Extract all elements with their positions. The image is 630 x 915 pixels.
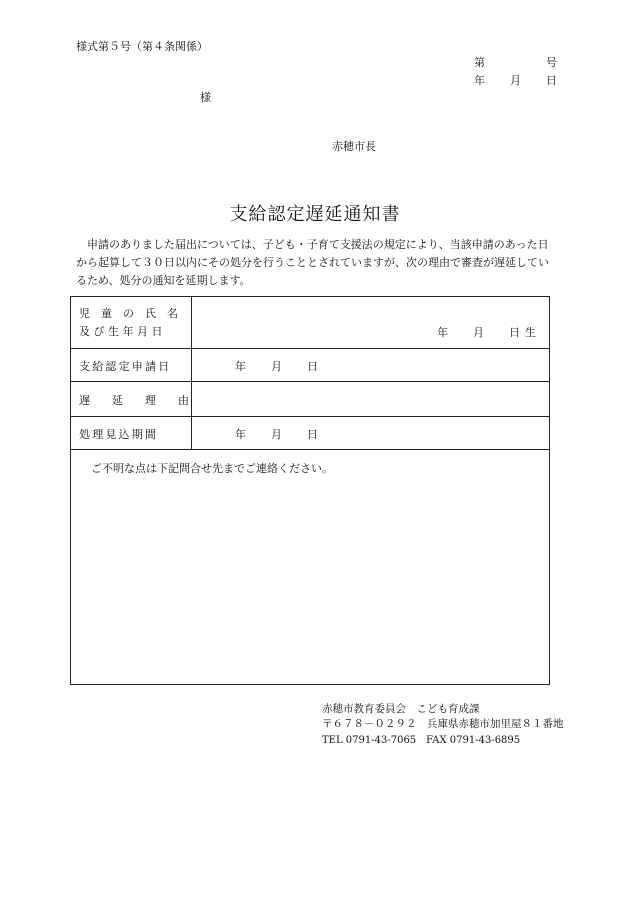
delay-reason-label: 遅 延 理 由: [79, 394, 189, 407]
issue-date-year: 年: [474, 74, 485, 87]
birth-month: 月: [473, 326, 484, 339]
form-number: 様式第５号（第４条関係）: [76, 40, 208, 53]
contact-phone: TEL 0791-43-7065 FAX 0791-43-6895: [322, 735, 521, 746]
birth-day: 日: [509, 326, 520, 339]
form-table: [70, 296, 550, 685]
application-year: 年: [235, 360, 246, 373]
birth-date-label: 及 び 生 年 月 日: [79, 325, 163, 338]
birth-suffix: 生: [525, 326, 536, 339]
body-text: 申請のありました届出については、子ども・子育て支援法の規定により、当該申請のあった日から起算して３０日以内にその処分を行うこととされていますが、次の理由で審査が遅延しているため、処分の通知を延期します。: [76, 238, 549, 287]
document-number-prefix: 第: [474, 56, 485, 69]
addressee-suffix: 様: [200, 91, 211, 104]
expected-year: 年: [235, 428, 246, 441]
row-child-info: [71, 297, 549, 349]
row-expected-period: [71, 417, 549, 450]
birth-year: 年: [437, 326, 448, 339]
contact-org: 赤穂市教育委員会 こども育成課: [322, 703, 480, 715]
expected-month: 月: [271, 428, 282, 441]
issue-date-month: 月: [510, 74, 521, 87]
sender: 赤穂市長: [332, 140, 376, 153]
row-delay-reason: [71, 382, 549, 417]
issue-date-day: 日: [546, 74, 557, 87]
application-month: 月: [271, 360, 282, 373]
document-number-suffix: 号: [546, 56, 557, 69]
application-date-label: 支給認定申請日: [79, 360, 172, 373]
child-name-label: 児 童 の 氏 名: [79, 307, 178, 320]
document-title: 支給認定遅延通知書: [229, 204, 401, 225]
contact-note: ご不明な点は下記問合せ先までご連絡ください。: [91, 462, 333, 475]
issue-date: [474, 72, 557, 88]
application-day: 日: [307, 360, 318, 373]
contact-address: 〒６７８－０２９２ 兵庫県赤穂市加里屋８１番地: [322, 718, 564, 730]
note-area: [71, 450, 549, 684]
expected-period-label: 処理見込期間: [79, 428, 159, 441]
expected-day: 日: [307, 428, 318, 441]
row-application-date: [71, 349, 549, 382]
